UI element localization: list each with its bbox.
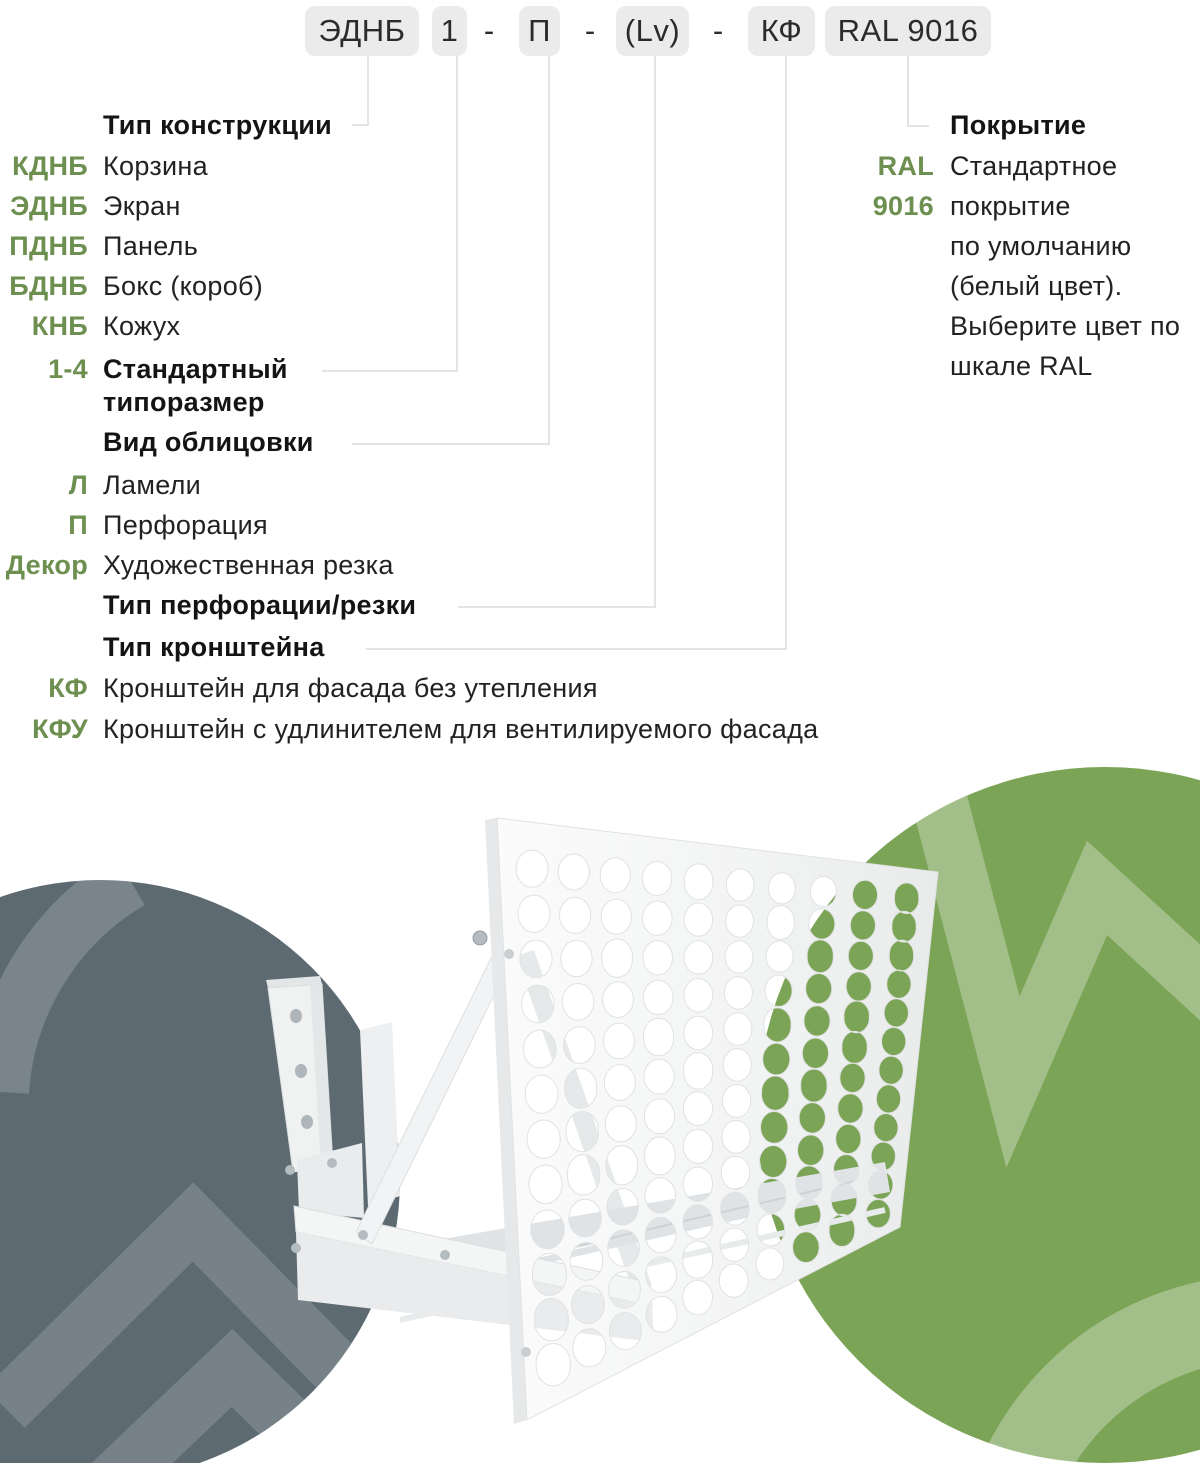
code-box-construction-type: [305, 6, 419, 56]
code-box-label: П: [528, 13, 551, 48]
header-label: Вид облицовки: [103, 427, 314, 457]
item-code: ПДНБ: [9, 231, 88, 261]
item-code: БДНБ: [9, 271, 88, 301]
code-separator: -: [584, 13, 596, 48]
coating-description-line: шкале RAL: [950, 351, 1093, 381]
header-label: Тип кронштейна: [103, 632, 325, 662]
connector-line: [458, 606, 656, 608]
code-box-label: (Lv): [624, 13, 681, 48]
item-code: П: [68, 510, 88, 540]
item-label: Ламели: [103, 470, 202, 500]
code-separator: -: [712, 13, 724, 48]
connector-line: [456, 56, 458, 372]
connector-line: [654, 56, 656, 608]
connector-line: [352, 124, 369, 126]
connector-line: [907, 56, 909, 127]
code-box-perforation: [616, 6, 689, 56]
coating-description-line: Стандартное: [950, 151, 1118, 181]
item-label: Кожух: [103, 311, 181, 341]
header-label: Тип конструкции: [103, 110, 333, 140]
code-box-label: 1: [440, 13, 459, 48]
item-label: Бокс (короб): [103, 271, 264, 301]
item-label: типоразмер: [103, 387, 265, 417]
coating-description-line: по умолчанию: [950, 231, 1132, 261]
coating-code-line2: 9016: [872, 191, 934, 221]
code-box-label: КФ: [760, 13, 803, 48]
item-label: Панель: [103, 231, 199, 261]
item-label: Корзина: [103, 151, 208, 181]
item-code: КФ: [48, 673, 88, 703]
connector-line: [785, 56, 787, 650]
item-label: Стандартный: [103, 354, 288, 384]
code-box-size: [432, 6, 467, 56]
item-label: Кронштейн для фасада без утепления: [103, 673, 598, 703]
code-box-coating: [825, 6, 991, 56]
connector-line: [322, 370, 458, 372]
connector-line: [367, 56, 369, 126]
item-code: КФУ: [32, 714, 88, 744]
item-code: ЭДНБ: [10, 191, 88, 221]
code-box-label: RAL 9016: [837, 13, 979, 48]
item-code: КНБ: [31, 311, 88, 341]
item-code: 1-4: [48, 354, 88, 384]
code-box-label: ЭДНБ: [318, 13, 406, 48]
item-code: КДНБ: [12, 151, 88, 181]
code-box-bracket: [748, 6, 815, 56]
coating-description-line: (белый цвет).: [950, 271, 1123, 301]
coating-code-line1: RAL: [877, 151, 934, 181]
item-label: Кронштейн с удлинителем для вентилируемого фасада: [103, 714, 819, 744]
header-label: Тип перфорации/резки: [103, 590, 417, 620]
coating-header: Покрытие: [950, 110, 1087, 140]
code-separator: -: [483, 13, 495, 48]
item-code: Декор: [5, 550, 88, 580]
connector-line: [366, 648, 787, 650]
code-box-facing: [519, 6, 560, 56]
coating-description-line: Выберите цвет по: [950, 311, 1181, 341]
item-label: Перфорация: [103, 510, 268, 540]
item-label: Экран: [103, 191, 181, 221]
item-code: Л: [68, 470, 88, 500]
coating-description-line: покрытие: [950, 191, 1071, 221]
connector-line: [548, 56, 550, 445]
item-label: Художественная резка: [103, 550, 394, 580]
connector-line: [907, 125, 929, 127]
product-illustration: [0, 760, 1200, 1463]
connector-line: [352, 443, 550, 445]
